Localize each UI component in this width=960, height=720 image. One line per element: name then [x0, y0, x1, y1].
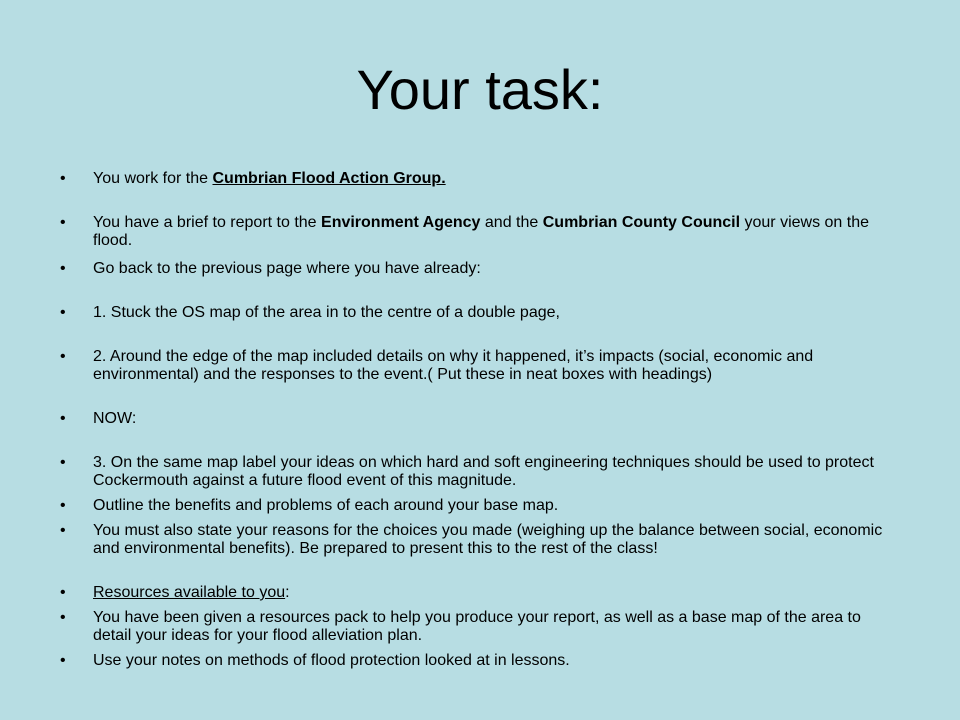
bullet-item: [60, 609, 900, 645]
resources-label: Resources available to you: [93, 584, 286, 601]
bullet-text: your views on the flood.: [93, 214, 870, 249]
bullet-item: [60, 454, 900, 490]
bullet-text: You have a brief to report to the: [93, 214, 322, 231]
bullet-text: :: [285, 584, 290, 601]
bullet-item: [60, 652, 900, 670]
bullet-text: 3. On the same map label your ideas on which hard and soft engineering techniques should be used to protect Cockermouth against a future flood event of this magnitude.: [93, 454, 874, 489]
bullet-item: [60, 584, 900, 602]
bullet-text: NOW:: [93, 410, 137, 427]
group-name: Cumbrian Flood Action Group.: [212, 170, 446, 187]
bullet-text: You must also state your reasons for the choices you made (weighing up the balance between social, economic and environmental benefits). Be prepared to present this to the rest of the class!: [93, 522, 883, 557]
bullet-item: [60, 410, 900, 428]
bullet-item: [60, 522, 900, 558]
bullet-item: [60, 348, 900, 384]
bullet-text: You work for the: [93, 170, 213, 187]
agency-name: Environment Agency: [321, 214, 481, 231]
council-name: Cumbrian County Council: [542, 214, 741, 231]
bullet-item: [60, 170, 900, 188]
bullet-text: Go back to the previous page where you have already:: [93, 260, 481, 277]
bullet-list: [60, 170, 900, 670]
bullet-text: Outline the benefits and problems of each around your base map.: [93, 497, 559, 514]
bullet-text: You have been given a resources pack to help you produce your report, as well as a base map of the area to detail your ideas for your flood alleviation plan.: [93, 609, 861, 644]
bullet-text: Use your notes on methods of flood protection looked at in lessons.: [93, 652, 570, 669]
bullet-item: [60, 214, 900, 250]
bullet-text: 1. Stuck the OS map of the area in to the centre of a double page,: [93, 304, 560, 321]
bullet-text: and the: [480, 214, 543, 231]
bullet-item: [60, 497, 900, 515]
bullet-item: [60, 304, 900, 322]
slide-title: Your task:: [356, 58, 604, 121]
bullet-text: 2. Around the edge of the map included details on why it happened, it’s impacts (social, economic and environmental) and the responses to the event.( Put these in neat boxes with headings): [93, 348, 814, 383]
bullet-item: [60, 260, 900, 278]
